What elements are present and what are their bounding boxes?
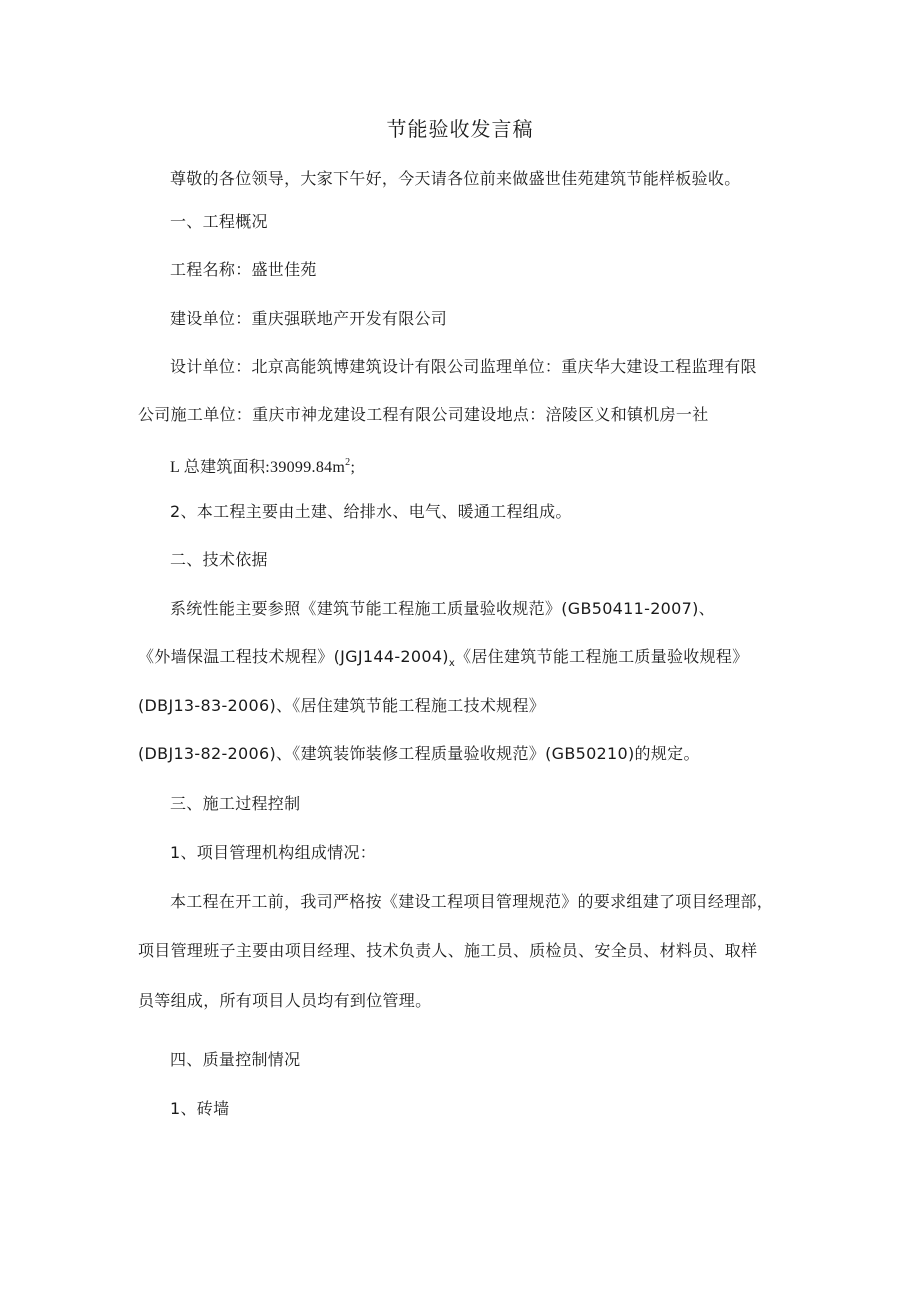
project-name: 工程名称：盛世佳苑 — [170, 260, 317, 279]
total-area-value: L 总建筑面积:39099.84m — [170, 459, 346, 476]
section-heading-technical-basis: 二、技术依据 — [170, 550, 268, 569]
stray-subscript: x — [448, 658, 456, 669]
area-unit-superscript: 2 — [345, 457, 351, 468]
greeting-paragraph: 尊敬的各位领导，大家下午好，今天请各位前来做盛世佳苑建筑节能样板验收。 — [170, 169, 741, 188]
standard-jgj144: 《外墙保温工程技术规程》(JGJ144-2004) — [138, 647, 449, 666]
section-heading-quality-control: 四、质量控制情况 — [170, 1050, 301, 1069]
designer-supervisor-line: 设计单位：北京高能筑博建筑设计有限公司监理单位：重庆华大建设工程监理有限 — [170, 357, 757, 376]
builder-unit: 建设单位：重庆强联地产开发有限公司 — [170, 309, 448, 328]
section-heading-overview: 一、工程概况 — [170, 212, 268, 231]
management-paragraph-line-2: 项目管理班子主要由项目经理、技术负责人、施工员、质检员、安全员、材料员、取样 — [138, 941, 758, 960]
project-composition: 2、本工程主要由土建、给排水、电气、暖通工程组成。 — [170, 502, 572, 521]
subsection-management-org: 1、项目管理机构组成情况： — [170, 843, 377, 862]
total-area-suffix: ; — [350, 459, 356, 476]
technical-basis-line-2 — [138, 647, 748, 674]
technical-basis-line-3: (DBJ13-83-2006)、《居住建筑节能工程施工技术规程》 — [138, 696, 546, 715]
technical-basis-line-4: (DBJ13-82-2006)、《建筑装饰装修工程质量验收规范》(GB50210)的规定。 — [138, 744, 700, 763]
contractor-location-line: 公司施工单位：重庆市神龙建设工程有限公司建设地点：涪陵区义和镇机房一社 — [138, 405, 709, 424]
technical-basis-line-1: 系统性能主要参照《建筑节能工程施工质量验收规范》(GB50411-2007)、 — [170, 599, 715, 618]
subsection-brick-wall: 1、砖墙 — [170, 1099, 230, 1118]
section-heading-process-control: 三、施工过程控制 — [170, 794, 301, 813]
standard-residential-acceptance: 《居住建筑节能工程施工质量验收规程》 — [455, 647, 749, 666]
management-paragraph-line-1: 本工程在开工前，我司严格按《建设工程项目管理规范》的要求组建了项目经理部， — [170, 892, 774, 911]
total-area — [170, 453, 355, 478]
document-title: 节能验收发言稿 — [386, 117, 534, 141]
management-paragraph-line-3: 员等组成，所有项目人员均有到位管理。 — [138, 991, 432, 1010]
